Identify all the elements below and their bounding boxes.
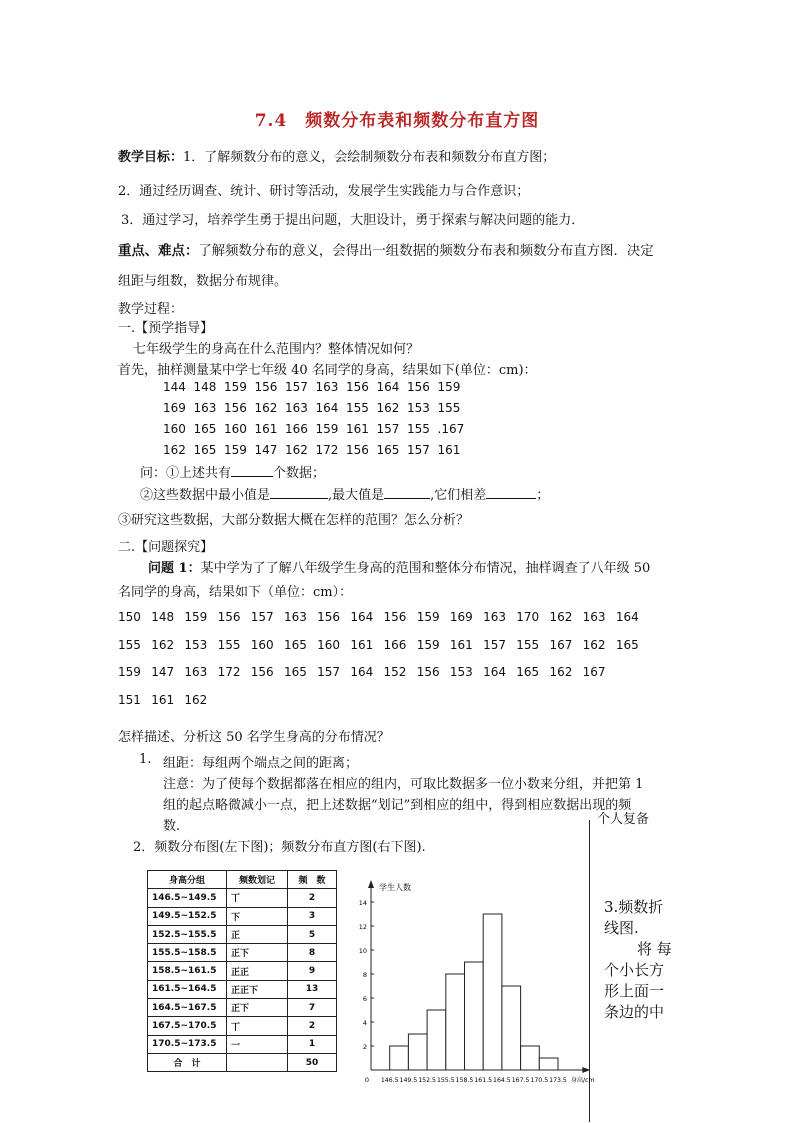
goal-2: 2．通过经历调查、统计、研讨等活动，发展学生实践能力与合作意识；: [118, 184, 530, 199]
section1-question: 七年级学生的身高在什么范围内？整体情况如何？: [133, 342, 420, 357]
height-value: 165: [615, 638, 639, 652]
item-1-text: 组距：每组两个端点之间的距离；: [163, 756, 359, 771]
group-cell: 149.5~152.5: [148, 907, 227, 925]
height-value: 159: [315, 422, 339, 436]
group-cell: 158.5~161.5: [148, 962, 227, 980]
height-value: 165: [516, 665, 540, 679]
height-row-50-3: [118, 665, 616, 679]
height-row-50-1: [118, 610, 649, 624]
answer-blank-min[interactable]: [270, 486, 328, 499]
height-value: 161: [151, 693, 175, 707]
count-cell: 频 数: [288, 871, 337, 889]
height-value: 144: [163, 380, 186, 394]
problem-1-text-2: 名同学的身高，结果如下（单位：cm）：: [118, 585, 353, 600]
height-value: 165: [283, 665, 307, 679]
height-value: 164: [350, 665, 374, 679]
height-value: 155: [407, 422, 430, 436]
height-value: 169: [449, 610, 473, 624]
height-value: 163: [315, 380, 339, 394]
tally-cell: 丅: [227, 1017, 288, 1035]
height-value: 156: [317, 610, 341, 624]
question-1-b: 个数据；: [273, 466, 326, 481]
height-value: 162: [376, 401, 400, 415]
y-axis-arrow: [368, 880, 374, 888]
height-value: 172: [315, 443, 339, 457]
table-row: [148, 907, 337, 925]
x-tick-label: 167.5: [511, 1077, 530, 1084]
height-value: 156: [383, 610, 407, 624]
height-value: 157: [483, 638, 506, 652]
question-2-c: ,它们相差: [430, 488, 487, 503]
question-2-d: ；: [536, 488, 550, 503]
tally-cell: 下: [227, 907, 288, 925]
height-value: 159: [416, 638, 440, 652]
analysis-question: 怎样描述、分析这 50 名学生身高的分布情况？: [118, 730, 390, 745]
key-text-2: 组距与组数，数据分布规律。: [118, 274, 288, 289]
height-value: 159: [224, 380, 247, 394]
height-value: 164: [615, 610, 639, 624]
x-tick-label: 170.5: [530, 1077, 549, 1084]
section1-heading: 一.【预学指导】: [118, 321, 214, 336]
goals-label: 教学目标：: [118, 150, 184, 165]
problem-1-text-1: 某中学为了了解八年级学生身高的范围和整体分布情况，抽样调查了八年级 50: [200, 561, 651, 576]
height-value: 172: [217, 665, 241, 679]
height-value: 164: [376, 380, 400, 394]
height-value: .167: [437, 422, 465, 436]
key-line-1: [118, 240, 654, 259]
note-line-3: 数.: [163, 819, 181, 834]
count-cell: 9: [288, 962, 337, 980]
question-2: [140, 484, 549, 503]
height-value: 162: [582, 638, 606, 652]
group-cell: 146.5~149.5: [148, 889, 227, 907]
height-value: 164: [483, 665, 506, 679]
height-value: 163: [193, 401, 217, 415]
count-cell: 1: [288, 1035, 337, 1053]
group-cell: 合 计: [148, 1053, 227, 1071]
x-tick-label: 173.5: [549, 1077, 567, 1084]
y-tick-label: 14: [358, 899, 367, 907]
group-cell: 164.5~167.5: [148, 999, 227, 1017]
height-value: 164: [350, 610, 374, 624]
table-row: [148, 962, 337, 980]
height-value: 159: [224, 443, 247, 457]
page-title: 7.4 频数分布表和频数分布直方图: [254, 111, 540, 131]
process-label: 教学过程：: [118, 302, 184, 317]
table-header-row: [148, 871, 337, 889]
height-value: 159: [184, 610, 208, 624]
height-value: 156: [346, 380, 369, 394]
height-row-50-2: [118, 638, 649, 652]
height-value: 161: [346, 422, 369, 436]
tally-cell: 一: [227, 1035, 288, 1053]
y-tick-label: 4: [362, 1019, 367, 1027]
histogram-bar: [465, 962, 484, 1070]
tally-cell: [227, 1053, 288, 1071]
tally-cell: 正下: [227, 944, 288, 962]
count-cell: 13: [288, 980, 337, 998]
group-cell: 152.5~155.5: [148, 925, 227, 943]
count-cell: 50: [288, 1053, 337, 1071]
height-value: 162: [184, 693, 208, 707]
height-value: 160: [224, 422, 247, 436]
height-value: 162: [549, 610, 573, 624]
height-value: 167: [582, 665, 606, 679]
height-value: 156: [407, 380, 430, 394]
count-cell: 2: [288, 1017, 337, 1035]
height-value: 162: [254, 401, 278, 415]
height-value: 155: [437, 401, 461, 415]
y-tick-label: 6: [362, 995, 367, 1003]
x-tick-label: 158.5: [455, 1077, 474, 1084]
problem-1-line-1: [148, 557, 650, 576]
height-value: 160: [317, 638, 341, 652]
height-value: 163: [283, 610, 307, 624]
count-cell: 5: [288, 925, 337, 943]
tally-cell: 频数划记: [227, 871, 288, 889]
section1-intro: 首先，抽样测量某中学七年级 40 名同学的身高，结果如下(单位：cm)：: [118, 363, 537, 378]
height-value: 161: [449, 638, 473, 652]
histogram-bar: [521, 1046, 540, 1070]
table-row: [148, 980, 337, 998]
height-value: 155: [118, 638, 141, 652]
height-value: 159: [416, 610, 440, 624]
height-value: 153: [449, 665, 473, 679]
height-value: 156: [224, 401, 247, 415]
tally-cell: 正正: [227, 962, 288, 980]
height-value: 162: [151, 638, 175, 652]
height-value: 161: [437, 443, 461, 457]
height-value: 151: [118, 693, 141, 707]
height-value: 156: [254, 380, 278, 394]
histogram-bar: [539, 1058, 558, 1070]
tally-cell: 丅: [227, 889, 288, 907]
height-value: 153: [407, 401, 430, 415]
height-value: 161: [254, 422, 278, 436]
height-value: 165: [376, 443, 400, 457]
height-value: 163: [582, 610, 606, 624]
table-row: [148, 944, 337, 962]
goal-3: 3．通过学习，培养学生勇于提出问题，大胆设计，勇于探索与解决问题的能力．: [121, 213, 585, 228]
side-note-2: 线图.: [604, 919, 639, 937]
key-text-1: 了解频数分布的意义，会得出一组数据的频数分布表和频数分布直方图．决定: [198, 244, 654, 259]
table-row: [148, 1017, 337, 1035]
goal-1: 1．了解频数分布的意义，会绘制频数分布表和频数分布直方图；: [183, 150, 556, 165]
table-row: [148, 925, 337, 943]
height-value: 163: [184, 665, 208, 679]
histogram-bar: [446, 974, 465, 1070]
answer-blank-range[interactable]: [486, 486, 536, 499]
origin-label: 0: [364, 1076, 369, 1084]
count-cell: 3: [288, 907, 337, 925]
side-note-3: 将 每: [637, 940, 672, 958]
histogram-bar: [408, 1034, 427, 1070]
question-2-a: ②这些数据中最小值是: [140, 488, 271, 503]
group-cell: 170.5~173.5: [148, 1035, 227, 1053]
x-tick-label: 146.5: [380, 1077, 399, 1084]
x-axis-label: 身高/cm: [570, 1077, 595, 1084]
height-value: 152: [383, 665, 407, 679]
height-value: 148: [193, 380, 217, 394]
x-tick-label: 161.5: [474, 1077, 493, 1084]
table-row: [148, 999, 337, 1017]
table-row: [148, 1035, 337, 1053]
height-value: 163: [483, 610, 506, 624]
item-2-text: 2．频数分布图(左下图)；频数分布直方图(右下图).: [133, 840, 426, 855]
question-1: [140, 462, 325, 481]
height-row-40-3: [163, 422, 468, 436]
x-tick-label: 155.5: [436, 1077, 455, 1084]
note-line-1: 注意：为了使每个数据都落在相应的组内，可取比数据多一位小数来分组，并把第 1: [163, 777, 644, 792]
group-cell: 155.5~158.5: [148, 944, 227, 962]
tally-cell: 正: [227, 925, 288, 943]
problem-1-label: 问题 1：: [148, 561, 201, 576]
table-row: [148, 889, 337, 907]
height-value: 157: [285, 380, 308, 394]
height-value: 169: [163, 401, 186, 415]
y-axis-label: 学生人数: [379, 883, 411, 892]
y-tick-label: 12: [358, 923, 367, 931]
height-value: 167: [549, 638, 573, 652]
height-value: 162: [285, 443, 308, 457]
height-row-50-4: [118, 693, 218, 707]
height-value: 159: [437, 380, 461, 394]
note-line-2: 组的起点略微减小一点，把上述数据“划记”到相应的组中，得到相应数据出现的频: [163, 798, 632, 813]
height-value: 157: [250, 610, 274, 624]
key-label: 重点、难点：: [118, 243, 199, 259]
height-value: 148: [151, 610, 175, 624]
height-value: 162: [163, 443, 186, 457]
height-value: 147: [254, 443, 278, 457]
item-1-number: 1.: [139, 752, 152, 767]
question-3: ③研究这些数据，大部分数据大概在怎样的范围？怎么分析？: [118, 513, 470, 528]
section2-heading: 二.【问题探究】: [118, 540, 214, 555]
height-value: 162: [549, 665, 573, 679]
height-row-40-1: [163, 380, 468, 394]
histogram-chart: [357, 870, 597, 1090]
histogram-bar: [502, 986, 521, 1070]
height-value: 163: [285, 401, 308, 415]
tally-cell: 正正下: [227, 980, 288, 998]
tally-cell: 正下: [227, 999, 288, 1017]
height-value: 165: [193, 443, 217, 457]
goals-line-1: [118, 146, 555, 165]
histogram-bar: [427, 1010, 446, 1070]
count-cell: 2: [288, 889, 337, 907]
frequency-table: [147, 870, 337, 1072]
height-value: 157: [317, 665, 341, 679]
personal-review-label: 个人复备: [597, 812, 650, 827]
y-tick-label: 10: [358, 947, 367, 955]
answer-blank-max[interactable]: [384, 486, 430, 499]
answer-blank-count[interactable]: [231, 464, 273, 477]
height-value: 166: [285, 422, 308, 436]
height-value: 155: [217, 638, 241, 652]
height-value: 150: [118, 610, 141, 624]
count-cell: 7: [288, 999, 337, 1017]
height-value: 165: [193, 422, 217, 436]
group-cell: 167.5~170.5: [148, 1017, 227, 1035]
height-value: 147: [151, 665, 175, 679]
side-note-1: 3.频数折: [604, 898, 664, 916]
histogram-bar: [483, 914, 502, 1070]
y-tick-label: 8: [362, 971, 367, 979]
side-note-5: 形上面一: [604, 982, 665, 1000]
height-value: 165: [283, 638, 307, 652]
side-note-4: 个小长方: [604, 961, 665, 979]
height-value: 156: [346, 443, 369, 457]
height-value: 156: [217, 610, 241, 624]
height-value: 156: [250, 665, 274, 679]
height-value: 160: [163, 422, 186, 436]
height-value: 170: [516, 610, 540, 624]
side-note-6: 条边的中: [604, 1003, 665, 1021]
y-tick-label: 2: [362, 1043, 367, 1051]
group-cell: 161.5~164.5: [148, 980, 227, 998]
question-2-b: ,最大值是: [328, 488, 385, 503]
height-value: 153: [184, 638, 208, 652]
height-value: 157: [407, 443, 430, 457]
height-value: 160: [250, 638, 274, 652]
height-value: 161: [350, 638, 374, 652]
x-tick-label: 164.5: [493, 1077, 511, 1084]
histogram-bar: [390, 1046, 409, 1070]
height-value: 164: [315, 401, 339, 415]
height-row-40-4: [163, 443, 468, 457]
question-1-a: 问：①上述共有: [140, 466, 232, 481]
height-value: 156: [416, 665, 440, 679]
height-value: 166: [383, 638, 407, 652]
count-cell: 8: [288, 944, 337, 962]
x-axis-arrow: [582, 1067, 590, 1073]
height-value: 155: [346, 401, 369, 415]
group-cell: 身高分组: [148, 871, 227, 889]
table-total-row: [148, 1053, 337, 1071]
height-value: 157: [376, 422, 400, 436]
x-tick-label: 152.5: [418, 1077, 436, 1084]
x-tick-label: 149.5: [399, 1077, 418, 1084]
height-row-40-2: [163, 401, 468, 415]
height-value: 155: [516, 638, 540, 652]
height-value: 159: [118, 665, 141, 679]
